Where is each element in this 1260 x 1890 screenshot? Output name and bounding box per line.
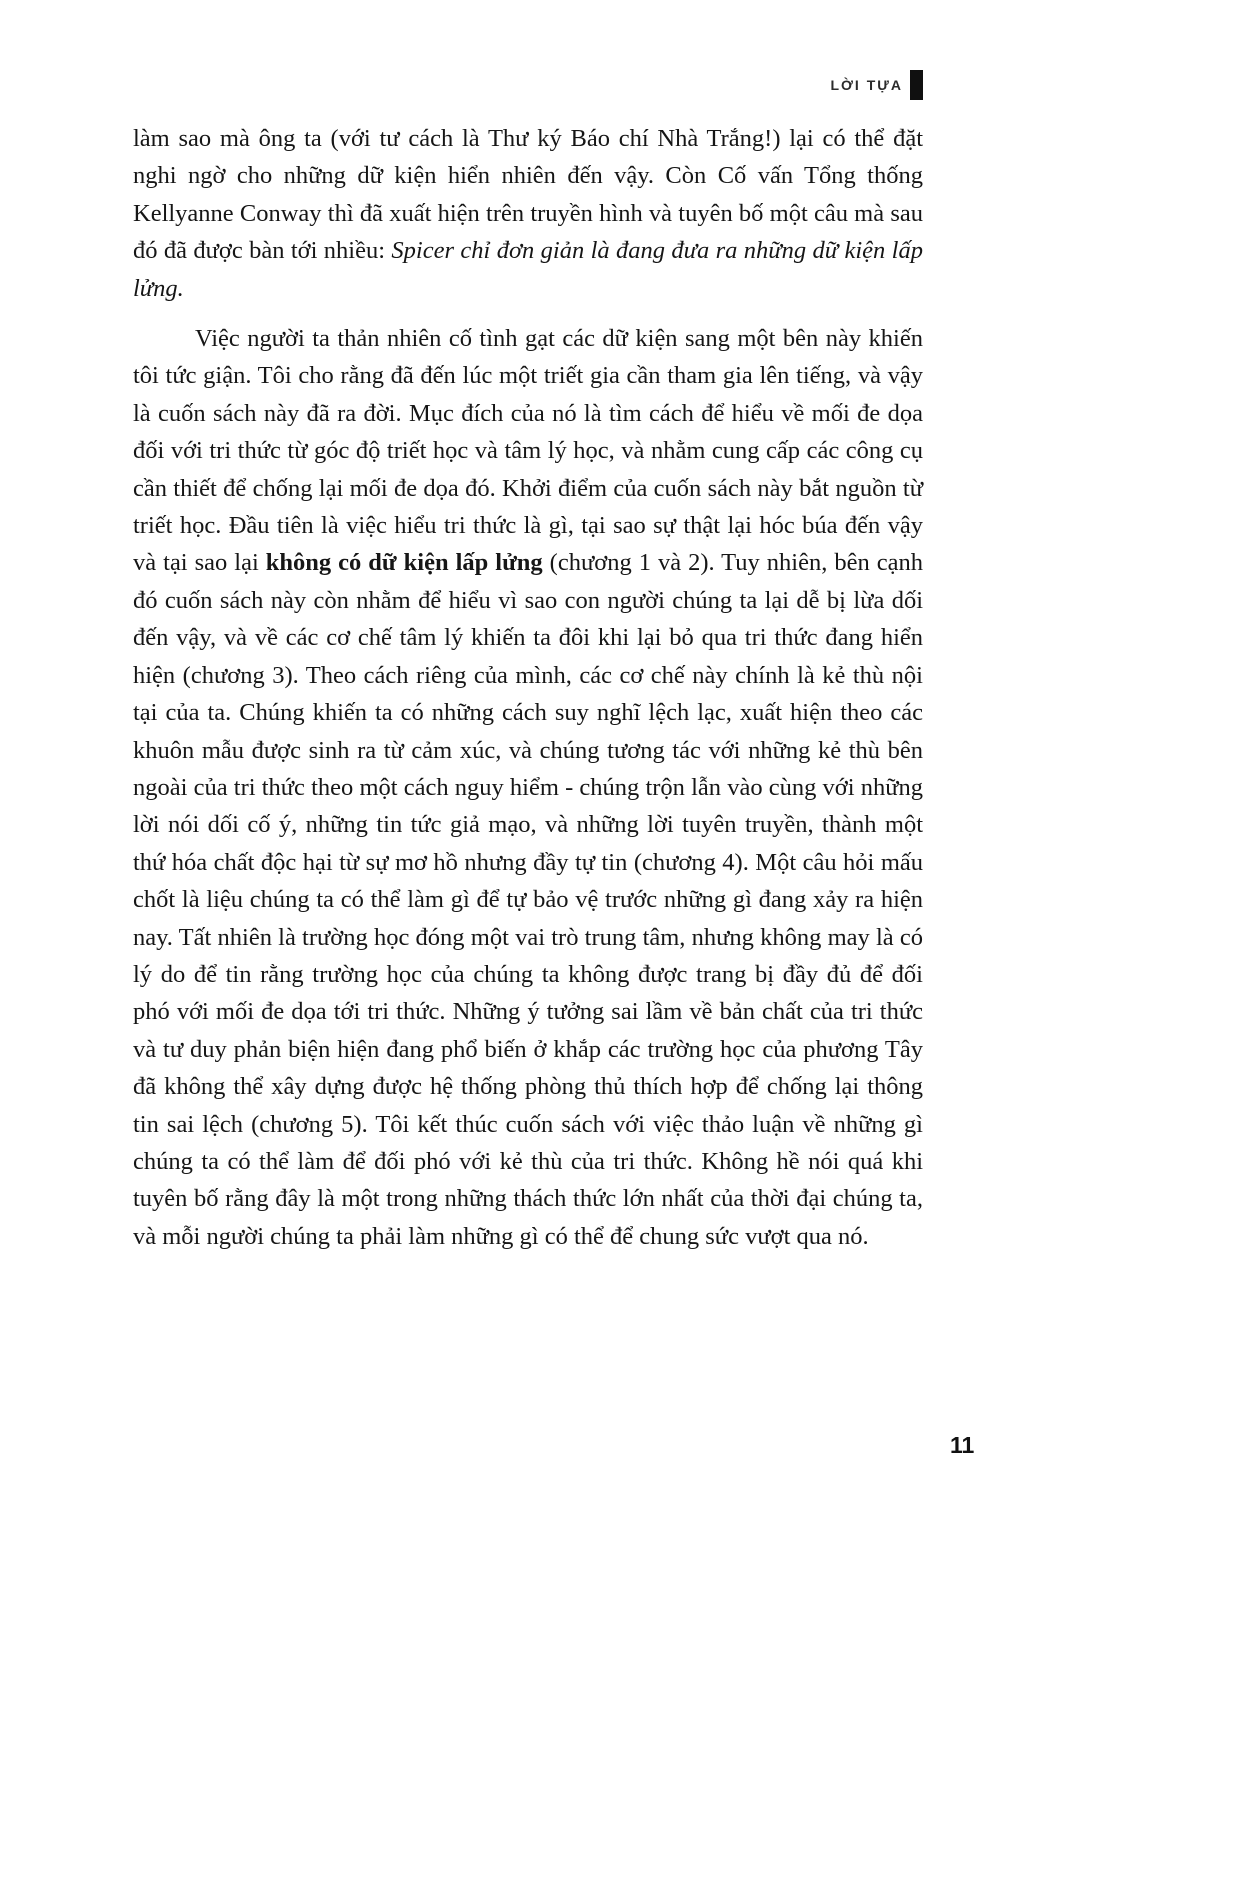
running-header-title: LỜI TỰA xyxy=(830,77,903,93)
text-run-bold: không có dữ kiện lấp lửng xyxy=(265,549,543,577)
text-run-normal: (chương 1 và 2). Tuy nhiên, bên cạnh đó cuốn sách này còn nhằm để hiểu vì sao con người chúng ta lại dễ bị lừa dối đến vậy, và về các cơ chế tâm lý khiến ta đôi khi lại bỏ qua tri thức đang hiển hiện (chương 3). Theo cách riêng của mình, các cơ chế này chính là kẻ thù nội tại của ta. Chúng khiến ta có những cách suy nghĩ lệch lạc, xuất hiện theo các khuôn mẫu được sinh ra từ cảm xúc, và chúng tương tác với những kẻ thù bên ngoài của tri thức theo một cách nguy hiểm - chúng trộn lẫn vào cùng với những lời nói dối cố ý, những tin tức giả mạo, và những lời tuyên truyền, thành một thứ hóa chất độc hại từ sự mơ hồ nhưng đầy tự tin (chương 4). Một câu hỏi mấu chốt là liệu chúng ta có thể làm gì để tự bảo vệ trước những gì đang xảy ra hiện nay. Tất nhiên là trường học đóng một vai trò trung tâm, nhưng không may là có lý do để tin rằng trường học của chúng ta không được trang bị đầy đủ để đối phó với mối đe dọa tới tri thức. Những ý tưởng sai lầm về bản chất của tri thức và tư duy phản biện hiện đang phổ biến ở khắp các trường học của phương Tây đã không thể xây dựng được hệ thống phòng thủ thích hợp để chống lại thông tin sai lệch (chương 5). Tôi kết thúc cuốn sách với việc thảo luận về những gì chúng ta có thể làm để đối phó với kẻ thù của tri thức. Không hề nói quá khi tuyên bố rằng đây là một trong những thách thức lớn nhất của thời đại chúng ta, và mỗi người chúng ta phải làm những gì có thể để chung sức vượt qua nó. xyxy=(133,549,923,1250)
paragraph xyxy=(133,120,923,307)
running-header xyxy=(133,70,923,100)
paragraph xyxy=(133,320,923,1255)
text-run-italic: Spicer chỉ đơn giản là đang đưa ra những dữ kiện lấp lửng. xyxy=(133,237,923,302)
text-run-normal: Việc người ta thản nhiên cố tình gạt các dữ kiện sang một bên này khiến tôi tức giận. Tôi cho rằng đã đến lúc một triết gia cần tham gia lên tiếng, và vậy là cuốn sách này đã ra đời. Mục đích của nó là tìm cách để hiểu về mối đe dọa đối với tri thức từ góc độ triết học và tâm lý học, và nhằm cung cấp các công cụ cần thiết để chống lại mối đe dọa đó. Khởi điểm của cuốn sách này bắt nguồn từ triết học. Đầu tiên là việc hiểu tri thức là gì, tại sao sự thật lại hóc búa đến vậy và tại sao lại xyxy=(133,325,923,577)
text-run-normal: làm sao mà ông ta (với tư cách là Thư ký Báo chí Nhà Trắng!) lại có thể đặt nghi ngờ cho những dữ kiện hiển nhiên đến vậy. Còn Cố vấn Tổng thống Kellyanne Conway thì đã xuất hiện trên truyền hình và tuyên bố một câu mà sau đó đã được bàn tới nhiều: xyxy=(133,125,923,265)
page-number: 11 xyxy=(950,1432,975,1458)
header-tab-bar-icon xyxy=(910,70,923,100)
body-text xyxy=(133,120,923,1255)
